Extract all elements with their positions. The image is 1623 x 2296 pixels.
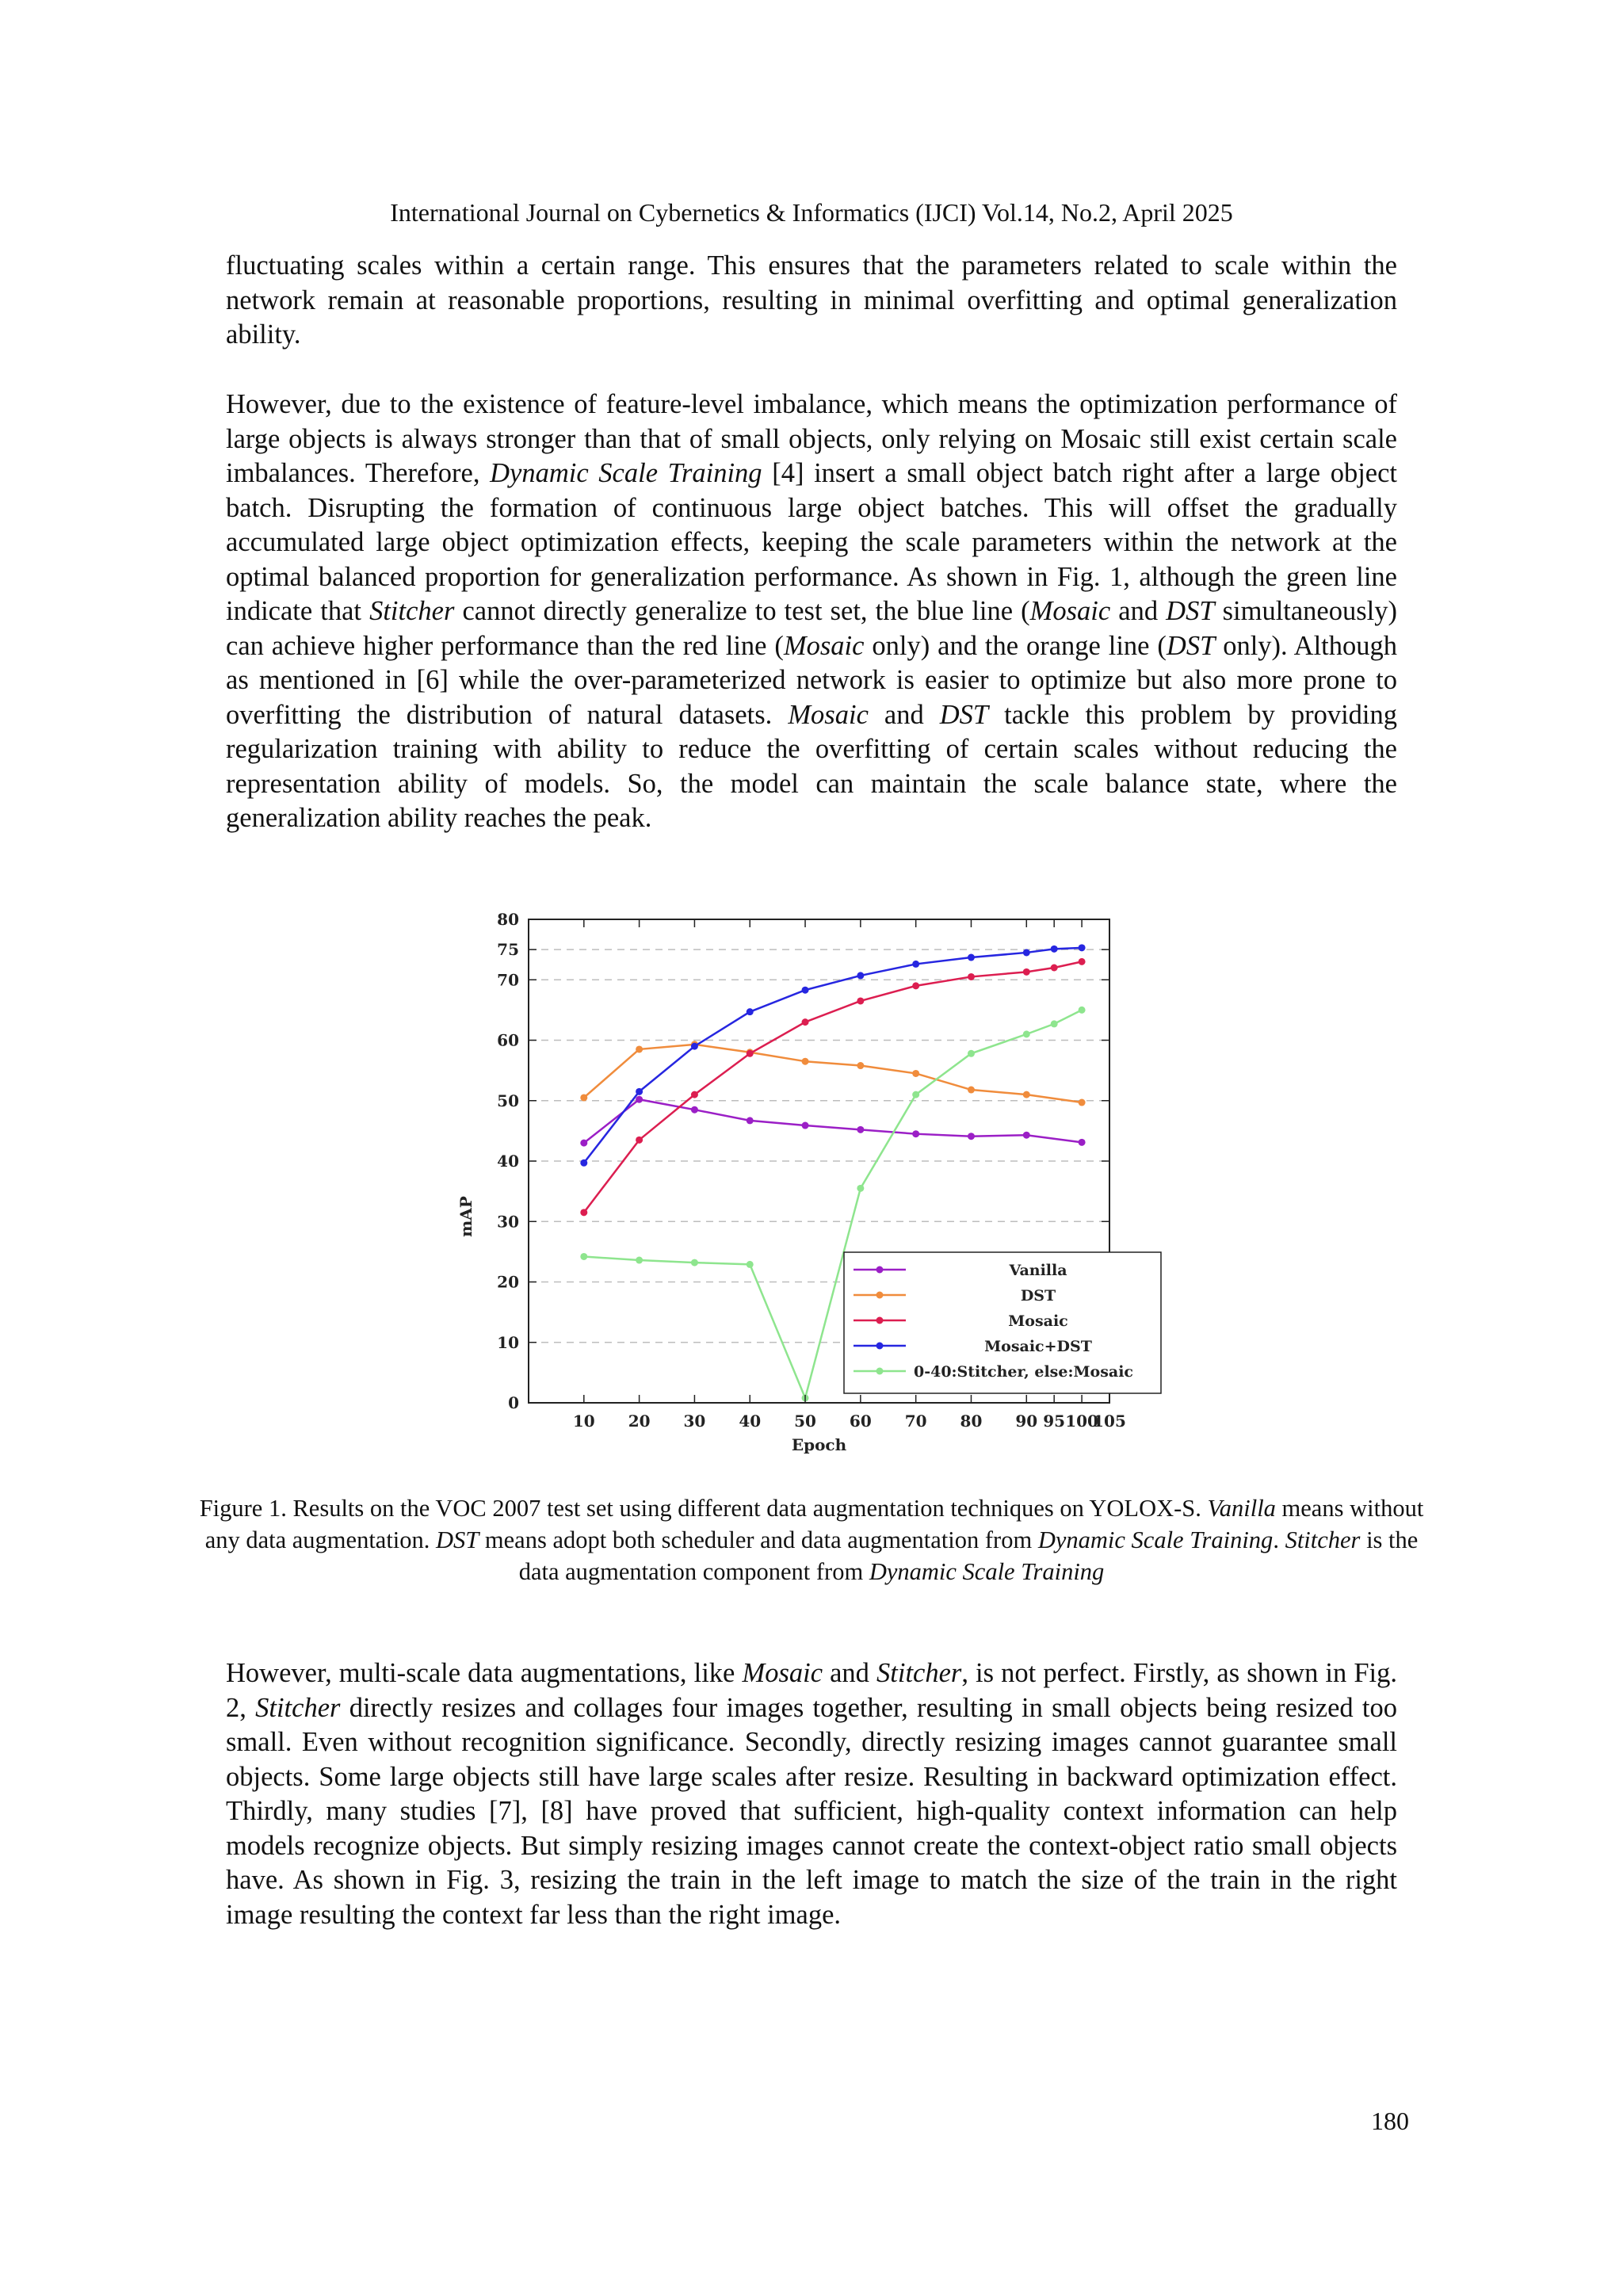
y-tick-label-70: 70 — [497, 970, 519, 990]
series-3-point-10 — [1079, 944, 1086, 951]
series-2-point-5 — [857, 997, 864, 1004]
series-2-point-8 — [1023, 968, 1030, 976]
running-header: International Journal on Cybernetics & Informatics (IJCI) Vol.14, No.2, April 2025 — [390, 198, 1233, 227]
series-2-point-2 — [691, 1091, 698, 1098]
y-tick-label-20: 20 — [497, 1272, 519, 1292]
series-line-1 — [584, 1045, 1082, 1102]
series-4-point-9 — [1051, 1020, 1058, 1027]
series-3-point-2 — [691, 1043, 698, 1050]
series-1-point-8 — [1023, 1091, 1030, 1098]
legend-marker-3 — [876, 1343, 884, 1350]
series-1-point-1 — [636, 1045, 643, 1052]
legend-marker-1 — [876, 1292, 884, 1299]
y-tick-label-60: 60 — [497, 1030, 519, 1050]
series-4-point-6 — [912, 1091, 919, 1098]
series-3-point-8 — [1023, 949, 1030, 956]
series-1-point-4 — [802, 1058, 809, 1065]
series-3-point-6 — [912, 961, 919, 968]
figure-caption: Figure 1. Results on the VOC 2007 test set using different data augmentation techniques on YOLOX-S. Vanilla means without any data augmentation. DST means adopt both scheduler and data augmentation from Dynamic Scale Training. Stitcher is the data augmentation component from Dynamic Scale Training — [199, 1495, 1424, 1585]
series-4-point-1 — [636, 1257, 643, 1264]
y-tick-label-75: 75 — [497, 940, 519, 960]
series-2-point-0 — [580, 1209, 587, 1216]
x-tick-label-105: 105 — [1093, 1412, 1126, 1431]
x-tick-label-90: 90 — [1015, 1412, 1038, 1431]
series-0-point-5 — [857, 1126, 864, 1133]
legend-marker-4 — [876, 1368, 884, 1375]
y-tick-label-10: 10 — [497, 1332, 519, 1352]
series-3-point-1 — [636, 1088, 643, 1095]
series-0-point-8 — [1023, 1132, 1030, 1139]
x-tick-label-30: 30 — [683, 1412, 706, 1431]
series-0-point-4 — [802, 1122, 809, 1129]
series-2-point-9 — [1051, 965, 1058, 972]
series-3-point-4 — [802, 987, 809, 994]
x-tick-label-20: 20 — [628, 1412, 651, 1431]
x-tick-label-40: 40 — [739, 1412, 762, 1431]
series-0-point-2 — [691, 1106, 698, 1114]
series-4-point-3 — [747, 1261, 754, 1268]
paragraph-3: However, multi-scale data augmentations, like Mosaic and Stitcher, is not perfect. Firstly, as shown in Fig. 2, Stitcher directly resizes and collages four images together, resulting in small objects being resized too small. Even without recognition significance. Secondly, directly resizing images cannot guarantee small objects. Some large objects still have large scales after resize. Resulting in backward optimization effect. Thirdly, many studies [7], [8] have proved that sufficient, high-quality context information can help models recognize objects. But simply resizing images cannot create the context-object ratio small objects have. As shown in Fig. 3, resizing the train in the left image to match the size of the train in the right image resulting the context far less than the right image. — [226, 1658, 1398, 1930]
series-4-point-10 — [1079, 1007, 1086, 1014]
series-4-point-5 — [857, 1185, 864, 1192]
y-axis-label: mAP — [456, 1196, 475, 1237]
legend-label-1: DST — [1020, 1287, 1056, 1305]
series-line-0 — [584, 1099, 1082, 1143]
x-tick-label-50: 50 — [794, 1412, 816, 1431]
figure-1-chart — [444, 904, 1173, 1458]
x-tick-label-10: 10 — [572, 1412, 595, 1431]
series-3-point-0 — [580, 1159, 587, 1167]
x-tick-label-95: 95 — [1043, 1412, 1066, 1431]
series-4-point-8 — [1023, 1030, 1030, 1037]
series-2-point-7 — [968, 973, 975, 980]
series-0-point-0 — [580, 1140, 587, 1147]
legend-label-0: Vanilla — [1009, 1262, 1067, 1279]
series-1-point-0 — [580, 1094, 587, 1101]
legend-label-2: Mosaic — [1008, 1312, 1068, 1330]
series-3-point-9 — [1051, 946, 1058, 953]
legend-marker-0 — [876, 1266, 884, 1274]
legend-marker-2 — [876, 1317, 884, 1324]
y-tick-label-40: 40 — [497, 1152, 519, 1171]
series-1-point-6 — [912, 1070, 919, 1077]
x-tick-label-70: 70 — [904, 1412, 927, 1431]
series-2-point-3 — [747, 1050, 754, 1057]
series-3-point-5 — [857, 972, 864, 979]
paragraph-1: fluctuating scales within a certain range. This ensures that the parameters related to scale within the network remain at reasonable proportions, resulting in minimal overfitting and optimal generalization ability. — [226, 250, 1397, 350]
y-tick-label-80: 80 — [497, 910, 519, 929]
series-4-point-0 — [580, 1253, 587, 1260]
series-0-point-7 — [968, 1133, 975, 1140]
series-0-point-1 — [636, 1096, 643, 1103]
series-0-point-9 — [1079, 1139, 1086, 1146]
x-axis-label: Epoch — [791, 1435, 847, 1454]
series-2-point-4 — [802, 1018, 809, 1026]
legend — [844, 1252, 1161, 1393]
y-tick-label-0: 0 — [508, 1393, 519, 1412]
paragraph-2: However, due to the existence of feature-level imbalance, which means the optimization performance of large objects is always stronger than that of small objects, only relying on Mosaic still exist certain scale imbalances. Therefore, Dynamic Scale Training [4] insert a small object batch right after a large object batch. Disrupting the formation of continuous large object batches. This will offset the gradually accumulated large object optimization effects, keeping the scale parameters within the network at the optimal balanced proportion for generalization performance. As shown in Fig. 1, although the green line indicate that Stitcher cannot directly generalize to test set, the blue line (Mosaic and DST simultaneously) can achieve higher performance than the red line (Mosaic only) and the orange line (DST only). Although as mentioned in [6] while the over-parameterized network is easier to optimize but also more prone to overfitting the distribution of natural datasets. Mosaic and DST tackle this problem by providing regularization training with ability to reduce the overfitting of certain scales without reducing the representation ability of models. So, the model can maintain the scale balance state, where the generalization ability reaches the peak. — [226, 389, 1397, 833]
y-tick-label-30: 30 — [497, 1212, 519, 1232]
page-number: 180 — [1371, 2107, 1409, 2135]
series-line-2 — [584, 961, 1082, 1212]
series-2-point-1 — [636, 1137, 643, 1144]
series-4-point-2 — [691, 1259, 698, 1266]
series-2-point-10 — [1079, 958, 1086, 965]
series-3-point-7 — [968, 954, 975, 961]
series-0-point-3 — [747, 1117, 754, 1124]
series-4-point-7 — [968, 1050, 975, 1057]
series-1-point-5 — [857, 1062, 864, 1069]
x-tick-label-100: 100 — [1065, 1412, 1098, 1431]
series-2-point-6 — [912, 982, 919, 989]
x-tick-label-60: 60 — [849, 1412, 872, 1431]
series-3-point-3 — [747, 1008, 754, 1015]
series-1-point-7 — [968, 1087, 975, 1094]
series-1-point-9 — [1079, 1099, 1086, 1106]
series-0-point-6 — [912, 1130, 919, 1137]
legend-label-4: 0-40:Stitcher, else:Mosaic — [914, 1363, 1133, 1381]
x-tick-label-80: 80 — [960, 1412, 983, 1431]
legend-label-3: Mosaic+DST — [984, 1338, 1092, 1355]
y-tick-label-50: 50 — [497, 1091, 519, 1110]
